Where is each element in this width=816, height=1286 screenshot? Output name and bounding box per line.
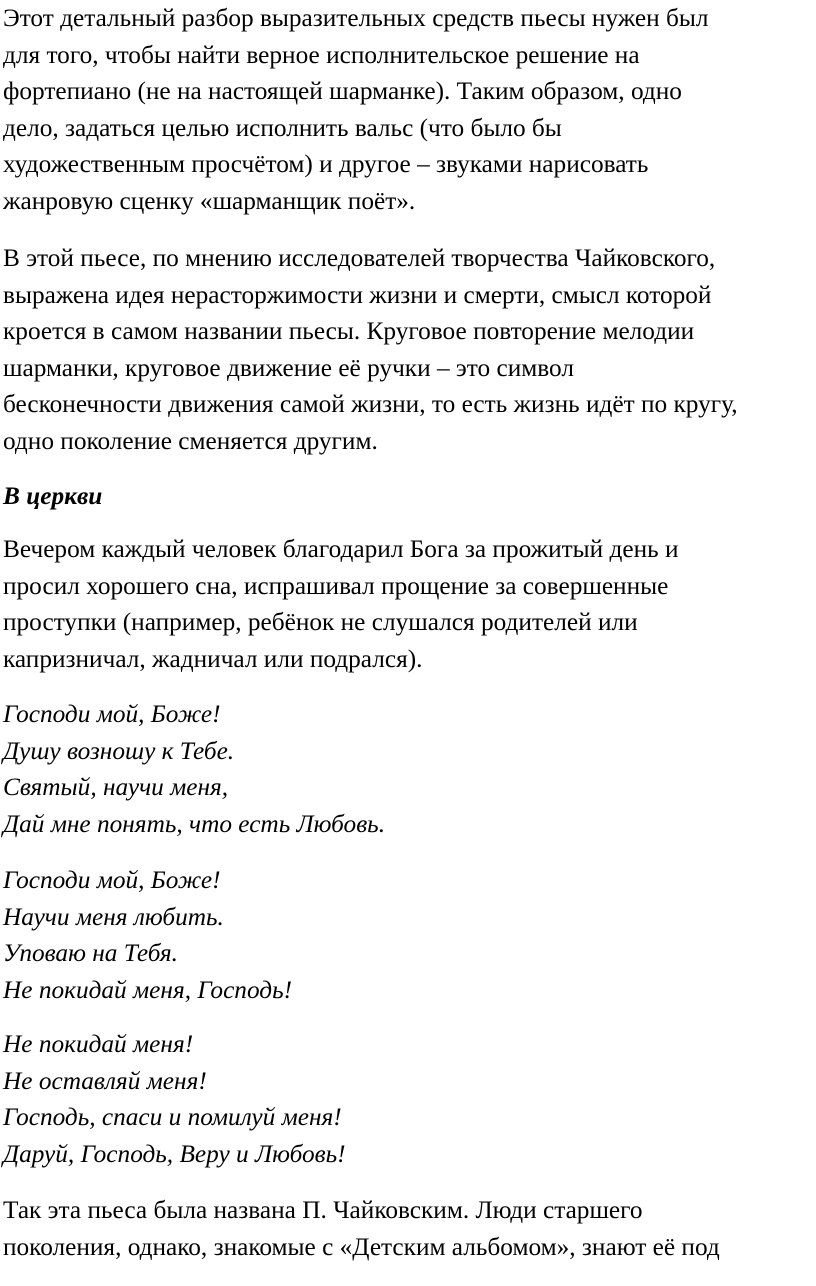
verse-line: Душу возношу к Тебе. <box>3 736 235 765</box>
text-line: просил хорошего сна, испрашивал прощение за совершенные <box>3 571 669 600</box>
text-line: дело, задаться целью исполнить вальс (что было бы <box>3 113 562 142</box>
paragraph-evening-prayer <box>3 531 816 677</box>
text-line: художественным просчётом) и другое – звуками нарисовать <box>3 150 649 179</box>
text-line: проступки (например, ребёнок не слушался родителей или <box>3 608 638 637</box>
heading-text: В церкви <box>3 482 103 510</box>
verse-stanza-1 <box>3 696 816 842</box>
verse-line: Даруй, Господь, Веру и Любовь! <box>3 1139 346 1168</box>
section-heading <box>3 478 816 515</box>
paragraph-title-note <box>3 1192 816 1265</box>
verse-stanza-2 <box>3 862 816 1008</box>
verse-line: Не оставляй меня! <box>3 1066 207 1095</box>
text-line: фортепиано (не на настоящей шарманке). Таким образом, одно <box>3 77 682 106</box>
text-line: шарманки, круговое движение её ручки – это символ <box>3 353 574 382</box>
verse-line: Не покидай меня, Господь! <box>3 975 292 1004</box>
verse-line: Научи меня любить. <box>3 902 224 931</box>
text-line: Так эта пьеса была названа П. Чайковским. Люди старшего <box>3 1196 643 1224</box>
text-line: Вечером каждый человек благодарил Бога за прожитый день и <box>3 535 679 563</box>
text-line: Этот детальный разбор выразительных средств пьесы нужен был <box>3 4 709 32</box>
verse-line: Святый, научи меня, <box>3 773 229 802</box>
verse-line: Господь, спаси и помилуй меня! <box>3 1103 342 1132</box>
verse-line: Уповаю на Тебя. <box>3 939 178 968</box>
verse-line: Господи мой, Боже! <box>3 700 221 728</box>
text-line: поколения, однако, знакомые с «Детским альбомом», знают её под <box>3 1232 720 1261</box>
verse-line: Господи мой, Боже! <box>3 866 221 894</box>
text-line: выражена идея нерасторжимости жизни и смерти, смысл которой <box>3 280 712 309</box>
text-line: В этой пьесе, по мнению исследователей творчества Чайковского, <box>3 244 716 272</box>
text-line: жанровую сценку «шарманщик поёт». <box>3 186 416 215</box>
verse-line: Не покидай меня! <box>3 1030 194 1058</box>
verse-line: Дай мне понять, что есть Любовь. <box>3 809 386 838</box>
text-line: для того, чтобы найти верное исполнительское решение на <box>3 40 640 69</box>
text-line: кроется в самом названии пьесы. Круговое повторение мелодии <box>3 317 695 346</box>
text-line: одно поколение сменяется другим. <box>3 426 378 455</box>
paragraph-meaning <box>3 240 816 460</box>
text-line: капризничал, жадничал или подрался). <box>3 644 423 673</box>
text-line: бесконечности движения самой жизни, то есть жизнь идёт по кругу, <box>3 390 738 419</box>
paragraph-analysis <box>3 0 816 220</box>
verse-stanza-3 <box>3 1026 816 1172</box>
